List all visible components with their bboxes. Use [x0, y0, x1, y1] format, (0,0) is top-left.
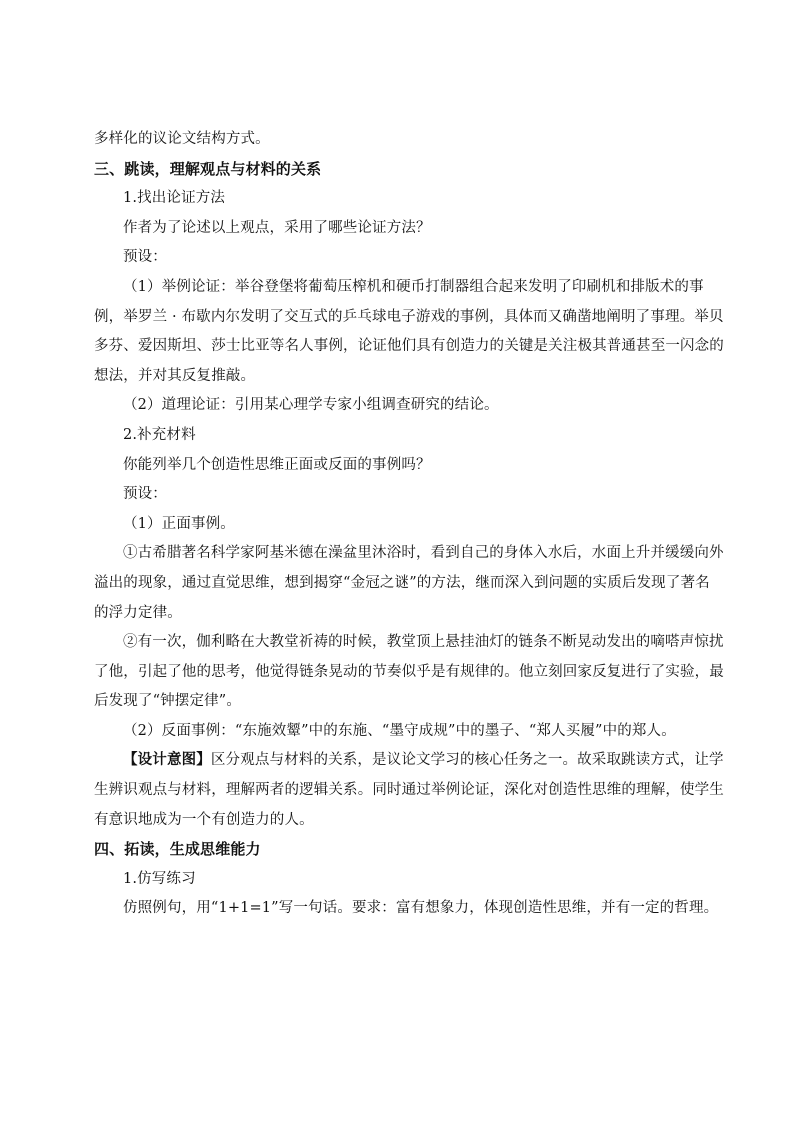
example-argument-paragraph: （1）举例论证：举谷登堡将葡萄压榨机和硬币打制器组合起来发明了印刷机和排版术的事例，举罗兰 · 布歇内尔发明了交互式的乒乓球电子游戏的事例，具体而又确凿地阐明了事理。举贝多芬、爱因斯坦、莎士比亚等名人事例，论证他们具有创造力的关键是关注极其普通甚至一闪念的想法，并对其反复推敲。	[94, 278, 724, 384]
design-intent-label: 【设计意图】	[123, 752, 211, 769]
subheading-supplementary: 2.补充材料	[123, 426, 196, 443]
galileo-paragraph: ②有一次，伽利略在大教堂祈祷的时候，教堂顶上悬挂油灯的链条不断晃动发出的嘀嗒声惊扰了他，引起了他的思考，他觉得链条晃动的节奏似乎是有规律的。他立刻回家反复进行了实验，最后发现了“钟摆定律”。	[94, 634, 724, 710]
subheading-imitation: 1.仿写练习	[123, 870, 196, 887]
question-paragraph-2: 你能列举几个创造性思维正面或反面的事例吗？	[123, 456, 431, 473]
subheading-find-methods: 1.找出论证方法	[123, 190, 226, 207]
section-heading-4: 四、拓读，生成思维能力	[94, 840, 261, 859]
question-paragraph: 作者为了论述以上观点，采用了哪些论证方法？	[123, 219, 431, 236]
preset-label: 预设：	[123, 249, 167, 266]
paragraph-continuation: 多样化的议论文结构方式。	[94, 131, 270, 147]
document-body	[94, 125, 724, 924]
negative-examples-paragraph: （2）反面事例：“东施效颦”中的东施、“墨守成规”中的墨子、“郑人买履”中的郑人。	[123, 722, 676, 739]
design-intent-paragraph	[94, 746, 724, 835]
reasoning-argument-paragraph: （2）道理论证：引用某心理学专家小组调查研究的结论。	[123, 397, 499, 414]
section-heading-3: 三、跳读，理解观点与材料的关系	[94, 159, 322, 178]
imitation-paragraph: 仿照例句，用“1+1=1”写一句话。要求：富有想象力，体现创造性思维，并有一定的哲理。	[123, 900, 719, 917]
archimedes-paragraph: ①古希腊著名科学家阿基米德在澡盆里沐浴时，看到自己的身体入水后，水面上升并缓缓向外溢出的现象，通过直觉思维，想到揭穿“金冠之谜”的方法，继而深入到问题的实质后发现了著名的浮力定律。	[94, 545, 724, 621]
preset-label-2: 预设：	[123, 486, 167, 503]
design-intent-text: 区分观点与材料的关系，是议论文学习的核心任务之一。故采取跳读方式，让学生辨识观点与材料，理解两者的逻辑关系。同时通过举例论证，深化对创造性思维的理解，使学生有意识地成为一个有创造力的人。	[94, 752, 724, 828]
positive-examples-label: （1）正面事例。	[123, 515, 235, 532]
